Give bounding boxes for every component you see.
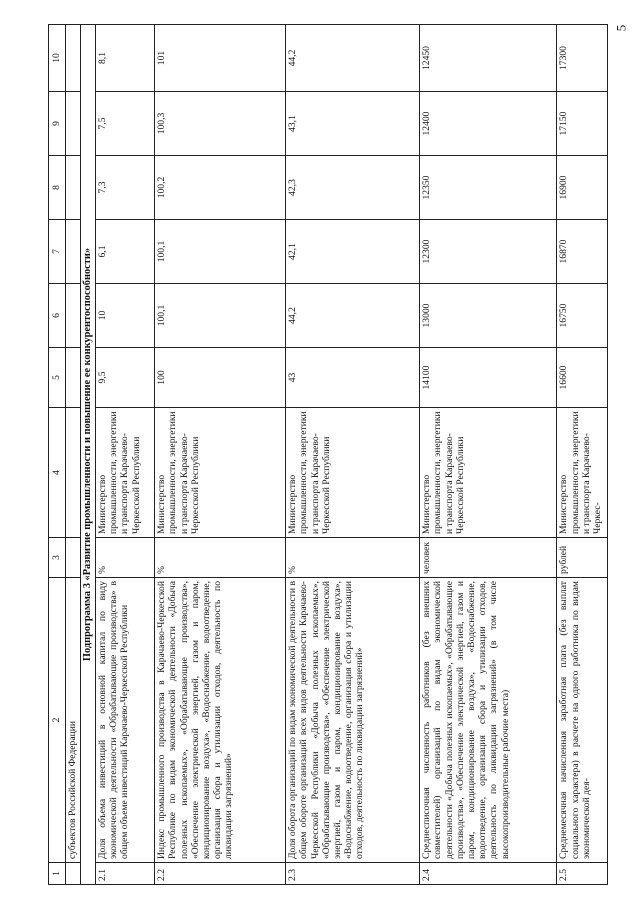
fragment-empty-cell	[66, 220, 81, 284]
header-cell: 6	[49, 284, 66, 348]
fragment-empty-cell	[66, 348, 81, 408]
value-cell: 43	[286, 348, 420, 408]
header-cell: 4	[49, 408, 66, 538]
header-cell: 7	[49, 220, 66, 284]
header-row	[49, 25, 66, 885]
fragment-row	[66, 25, 81, 885]
table-row	[420, 25, 557, 885]
fragment-empty-cell	[66, 408, 81, 538]
unit-cell: %	[155, 538, 286, 578]
header-cell: 10	[49, 25, 66, 92]
executor-cell: Министерство промышленности, энергетики и транспорта Карачаево-Черкес-	[557, 408, 608, 538]
unit-cell: %	[286, 538, 420, 578]
fragment-empty-cell	[66, 284, 81, 348]
indicator-name: Среднесписочная численность работников (без внешних совместителей) организаций по видам экономической деятельности «Добыча полезных ископаемых», «Обрабатывающие производства», «Обеспечение электрической энергией, газом и паром, кондиционирование воздуха», «Водоснабжение, водоотведение, организация сбора и утилизации отходов, деятельность по ликвидации загрязнений» (в том числе высокопроизводительные рабочие места)	[420, 578, 557, 863]
value-cell: 10	[96, 284, 155, 348]
row-number: 2.4	[420, 863, 557, 885]
page-number: 5	[613, 24, 629, 32]
unit-cell: рублей	[557, 538, 608, 578]
value-cell: 101	[155, 25, 286, 92]
row-number: 2.5	[557, 863, 608, 885]
header-cell: 3	[49, 538, 66, 578]
row-number: 2.1	[96, 863, 155, 885]
value-cell: 16900	[557, 156, 608, 220]
row-number: 2.2	[155, 863, 286, 885]
value-cell: 7,3	[96, 156, 155, 220]
table-row	[96, 25, 155, 885]
fragment-empty-cell	[66, 156, 81, 220]
value-cell: 6,1	[96, 220, 155, 284]
value-cell: 100,2	[155, 156, 286, 220]
unit-cell: человек	[420, 538, 557, 578]
executor-cell: Министерство промышленности, энергетики и транспорта Карачаево-Черкесской Республики	[155, 408, 286, 538]
fragment-text: субъектов Российской Федерации	[66, 578, 81, 863]
value-cell: 12450	[420, 25, 557, 92]
indicators-table	[48, 24, 608, 885]
value-cell: 17300	[557, 25, 608, 92]
fragment-empty-cell	[66, 538, 81, 578]
value-cell: 16750	[557, 284, 608, 348]
indicator-name: Среднемесячная начисленная заработная плата (без выплат социального характера) в расчете на одного работника по видам экономической дея-	[557, 578, 608, 863]
value-cell: 16600	[557, 348, 608, 408]
executor-cell: Министерство промышленности, энергетики и транспорта Карачаево-Черкесской Республики	[286, 408, 420, 538]
value-cell: 43,1	[286, 92, 420, 156]
header-cell: 9	[49, 92, 66, 156]
value-cell: 14100	[420, 348, 557, 408]
subprogram-row	[81, 25, 96, 885]
value-cell: 12300	[420, 220, 557, 284]
table-row	[557, 25, 608, 885]
value-cell: 9,5	[96, 348, 155, 408]
executor-cell: Министерство промышленности, энергетики и транспорта Карачаево-Черкесской Республики	[420, 408, 557, 538]
subprogram-title: Подпрограмма 3 «Развитие промышленности и повышение ее конкурентоспособности»	[81, 25, 96, 885]
rotated-table-wrapper	[48, 25, 608, 885]
value-cell: 42,3	[286, 156, 420, 220]
table-row	[155, 25, 286, 885]
fragment-empty-cell	[66, 863, 81, 885]
value-cell: 42,1	[286, 220, 420, 284]
value-cell: 16870	[557, 220, 608, 284]
value-cell: 7,5	[96, 92, 155, 156]
value-cell: 100,3	[155, 92, 286, 156]
value-cell: 44,2	[286, 284, 420, 348]
header-cell: 2	[49, 578, 66, 863]
unit-cell: %	[96, 538, 155, 578]
value-cell: 100,1	[155, 220, 286, 284]
indicator-name: Индекс промышленного производства в Карачаево-Черкесской Республике по видам экономической деятельности «Добыча полезных ископаемых», «Обрабатывающие производства», «Обеспечение электрической энергией, газом и паром, кондиционирование воздуха», «Водоснабжение, водоотведение, организация сбора и утилизации отходов, деятельность по ликвидации загрязнений»	[155, 578, 286, 863]
value-cell: 17150	[557, 92, 608, 156]
value-cell: 8,1	[96, 25, 155, 92]
value-cell: 13000	[420, 284, 557, 348]
row-number: 2.3	[286, 863, 420, 885]
value-cell: 100,1	[155, 284, 286, 348]
header-cell: 1	[49, 863, 66, 885]
header-cell: 8	[49, 156, 66, 220]
value-cell: 12400	[420, 92, 557, 156]
fragment-empty-cell	[66, 92, 81, 156]
indicator-name: Доля объема инвестиций в основной капитал по виду экономической деятельности «Обрабатывающие производства» в общем объеме инвестиций Карачаево-Черкесской Республики	[96, 578, 155, 863]
value-cell: 44,2	[286, 25, 420, 92]
table-row	[286, 25, 420, 885]
header-cell: 5	[49, 348, 66, 408]
executor-cell: Министерство промышленности, энергетики и транспорта Карачаево-Черкесской Республики	[96, 408, 155, 538]
fragment-empty-cell	[66, 25, 81, 92]
value-cell: 100	[155, 348, 286, 408]
indicator-name: Доля оборота организаций по видам экономической деятельности в общем обороте организаций всех видов деятельности Карачаево-Черкесской Республики «Добыча полезных ископаемых», «Обрабатывающие производства», «Обеспечение электрической энергией, газом и паром, кондиционирование воздуха», «Водоснабжение, водоотведение, организация сбора и утилизации отходов, деятельность по ликвидации загрязнений»	[286, 578, 420, 863]
value-cell: 12350	[420, 156, 557, 220]
